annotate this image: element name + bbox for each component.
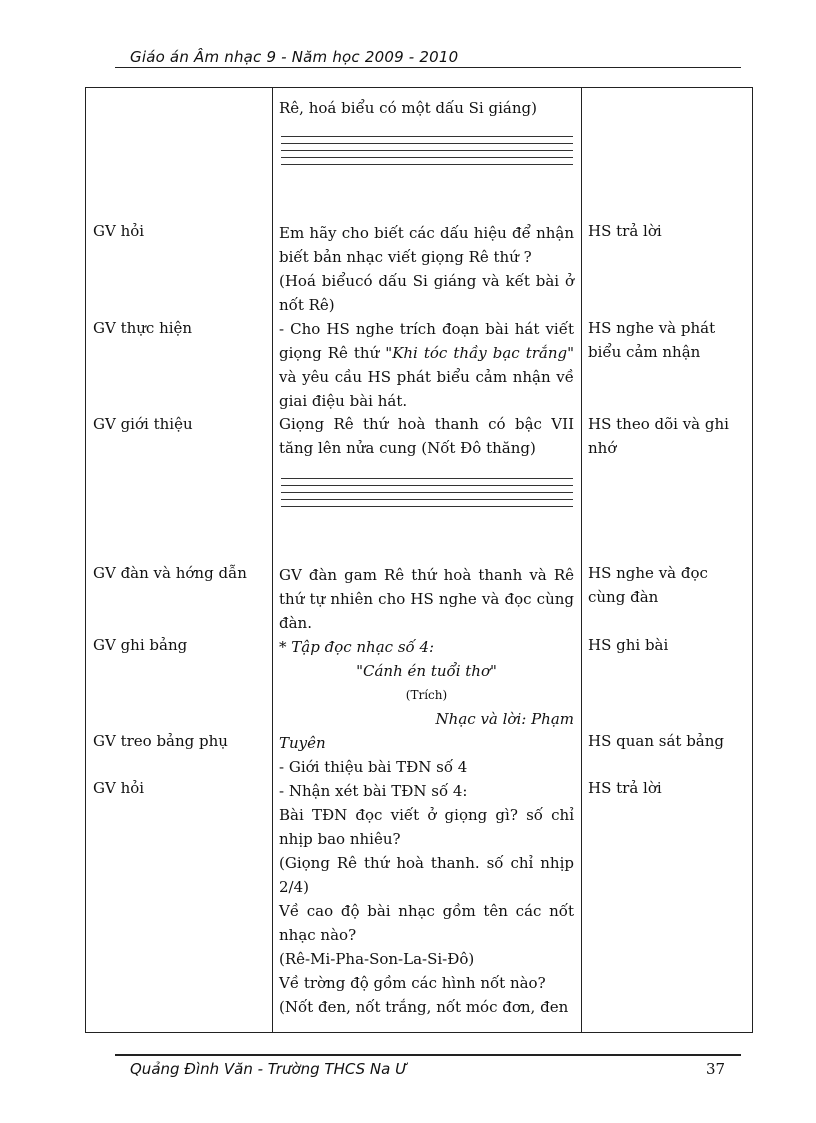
student-activity: HS nghe và phát biểu cảm nhận: [588, 319, 716, 361]
content-line: - Nhận xét bài TĐN số 4:: [279, 782, 468, 800]
content-line: (Giọng Rê thứ hoà thanh. số chỉ nhịp 2/4): [279, 854, 574, 896]
column-divider: [581, 88, 582, 1032]
student-activity: HS nghe và đọc cùng đàn: [588, 564, 708, 606]
content-text: GV đàn gam Rê thứ hoà thanh và Rê thứ tự nhiên cho HS nghe và đọc cùng đàn.: [279, 566, 574, 632]
header-rule: [115, 67, 741, 68]
footer-rule: [115, 1054, 741, 1056]
student-activity: HS theo dõi và ghi nhớ: [588, 415, 729, 457]
content-text: * Tập đọc nhạc số 4:: [279, 638, 435, 656]
teacher-activity: GV đàn và hớng dẫn: [93, 564, 247, 582]
content-text: - Giới thiệu bài TĐN số 4: [279, 758, 468, 776]
teacher-activity: GV treo bảng phụ: [93, 732, 228, 750]
page-footer: Quảng Đình Văn - Trường THCS Na Ư: [130, 1060, 408, 1078]
content-text: Giọng Rê thứ hoà thanh có bậc VII tăng lên nửa cung (Nốt Đô thăng): [279, 415, 574, 457]
student-activity: HS trả lời: [588, 222, 662, 240]
teacher-activity: GV thực hiện: [93, 319, 193, 337]
teacher-activity: GV giới thiệu: [93, 415, 193, 433]
song-author-cont: Tuyên: [279, 734, 326, 752]
music-staff: [281, 136, 573, 170]
content-line: Bài TĐN đọc viết ở giọng gì? số chỉ nhịp bao nhiêu?: [279, 806, 574, 848]
music-staff: [281, 478, 573, 512]
content-text: Em hãy cho biết các dấu hiệu để nhận biết bản nhạc viết giọng Rê thứ ?: [279, 224, 574, 266]
page-number: 37: [706, 1060, 726, 1078]
excerpt-note: (Trích): [405, 688, 448, 702]
content-text: - Cho HS nghe trích đoạn bài hát viết giọng Rê thứ "Khi tóc thầy bạc trắng" và yêu cầu HS phát biểu cảm nhận về giai điệu bài hát.: [279, 320, 575, 410]
content-line: Về trờng độ gồm các hình nốt nào?: [279, 974, 546, 992]
teacher-activity: GV hỏi: [93, 222, 145, 240]
page-header: Giáo án Âm nhạc 9 - Năm học 2009 - 2010: [130, 48, 459, 66]
song-title: "Cánh én tuổi thơ": [356, 662, 497, 680]
student-activity: HS trả lời: [588, 779, 662, 797]
student-activity: HS ghi bài: [588, 636, 669, 654]
student-activity: HS quan sát bảng: [588, 732, 725, 750]
content-text: [279, 779, 574, 1019]
lesson-table: [85, 87, 753, 1033]
content-line: Về cao độ bài nhạc gồm tên các nốt nhạc nào?: [279, 902, 574, 944]
content-line: (Nốt đen, nốt trắng, nốt móc đơn, đen: [279, 998, 569, 1016]
content-line: (Rê-Mi-Pha-Son-La-Si-Đô): [279, 950, 475, 968]
teacher-activity: GV hỏi: [93, 779, 145, 797]
content-text: Rê, hoá biểu có một dấu Si giáng): [279, 99, 537, 117]
column-divider: [272, 88, 273, 1032]
content-text: (Hoá biểucó dấu Si giáng và kết bài ở nốt Rê): [279, 272, 574, 314]
teacher-activity: GV ghi bảng: [93, 636, 188, 654]
song-author: Nhạc và lời: Phạm: [435, 710, 574, 728]
